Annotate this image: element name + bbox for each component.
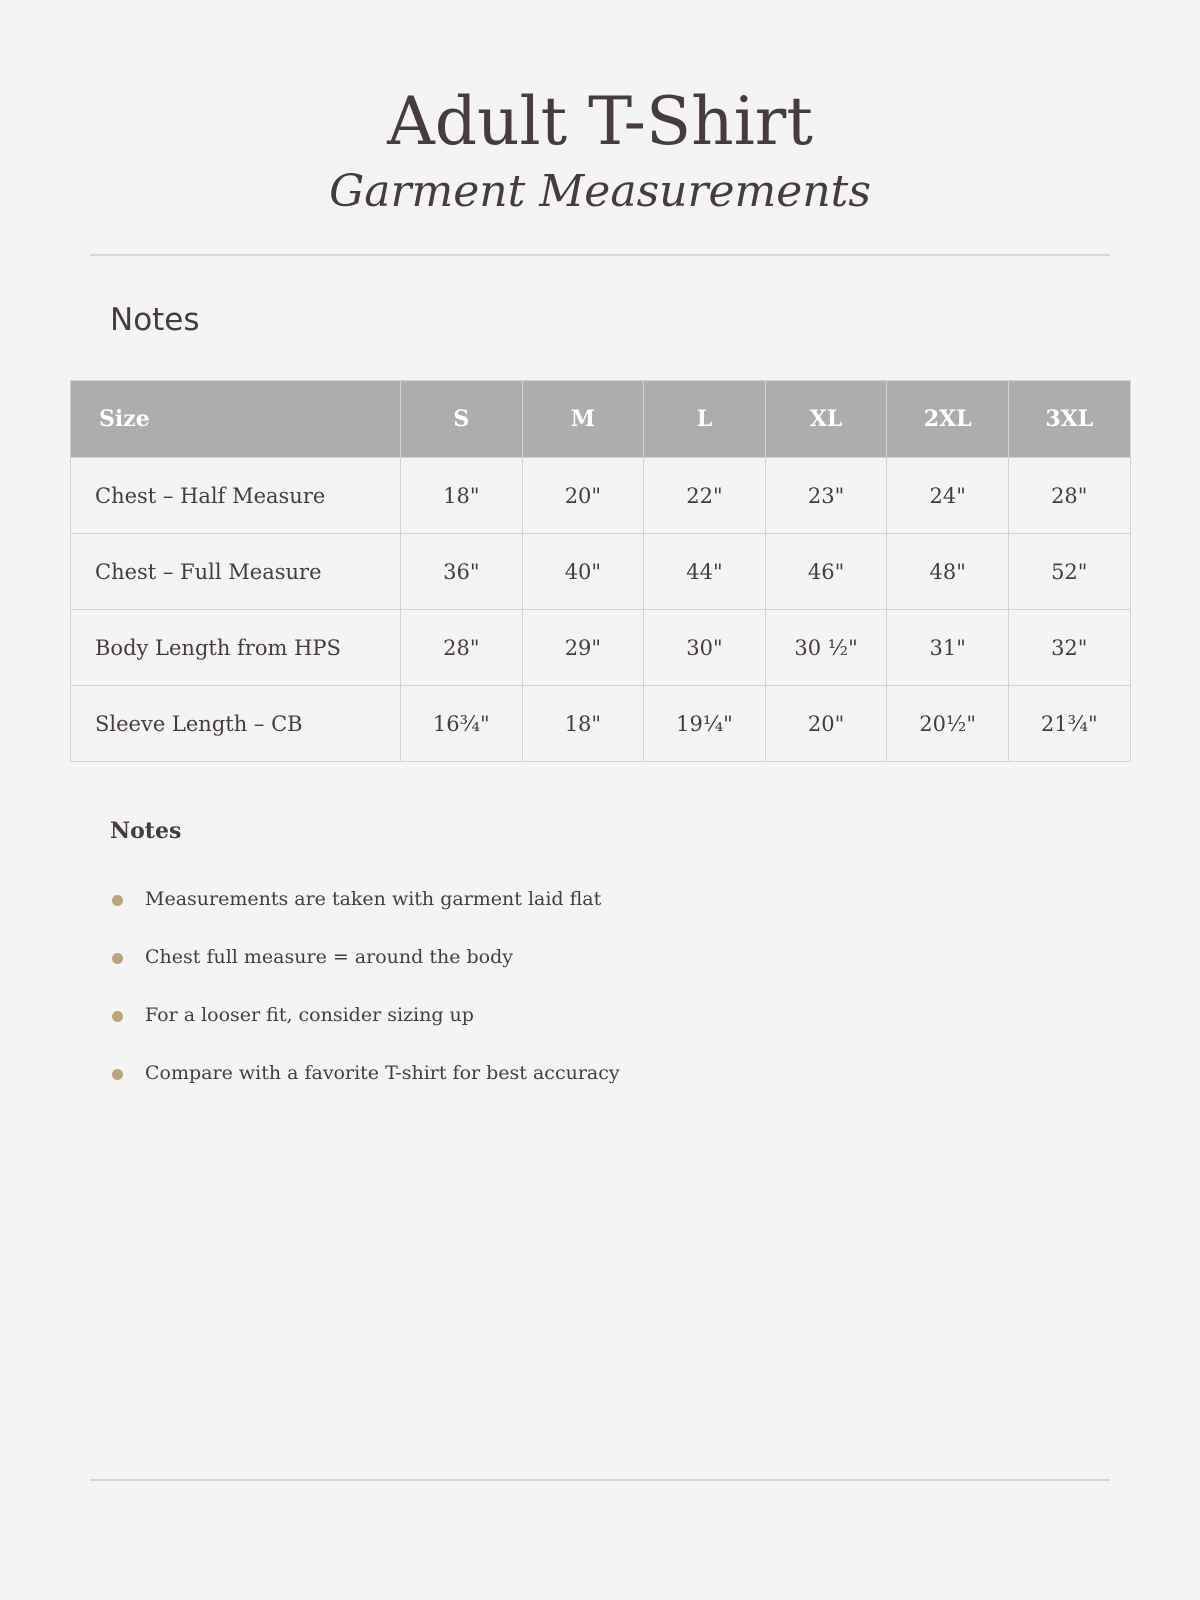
table-cell: 23": [765, 458, 887, 534]
table-row: [71, 458, 1131, 534]
table-cell: 29": [522, 610, 644, 686]
notes-list: [110, 880, 620, 1112]
table-cell: 18": [522, 686, 644, 762]
column-header-2xl: 2XL: [887, 381, 1009, 458]
row-label-body-length: Body Length from HPS: [71, 610, 401, 686]
column-header-xl: XL: [765, 381, 887, 458]
section-heading: Notes: [110, 302, 200, 338]
table-cell: 22": [644, 458, 766, 534]
note-text: For a looser fit, consider sizing up: [145, 1004, 474, 1026]
notes-heading: Notes: [110, 818, 182, 844]
table-cell: 44": [644, 534, 766, 610]
table-row: [71, 610, 1131, 686]
column-header-3xl: 3XL: [1008, 381, 1130, 458]
size-chart-table: [70, 380, 1131, 762]
table-cell: 48": [887, 534, 1009, 610]
bottom-divider: [90, 1479, 1110, 1481]
table-cell: 28": [1008, 458, 1130, 534]
column-header-s: S: [401, 381, 523, 458]
bullet-dot-icon: [112, 1011, 123, 1022]
list-item: [110, 1054, 620, 1112]
table-cell: 19¼": [644, 686, 766, 762]
table-cell: 28": [401, 610, 523, 686]
table-row: [71, 534, 1131, 610]
list-item: [110, 880, 620, 938]
table-cell: 30": [644, 610, 766, 686]
table-cell: 20½": [887, 686, 1009, 762]
table-cell: 16¾": [401, 686, 523, 762]
column-header-size: Size: [71, 381, 401, 458]
table-cell: 52": [1008, 534, 1130, 610]
table-cell: 36": [401, 534, 523, 610]
column-header-m: M: [522, 381, 644, 458]
note-text: Measurements are taken with garment laid flat: [145, 888, 602, 910]
table-cell: 18": [401, 458, 523, 534]
list-item: [110, 996, 620, 1054]
bullet-dot-icon: [112, 1069, 123, 1080]
table-row: [71, 686, 1131, 762]
bullet-dot-icon: [112, 895, 123, 906]
note-text: Chest full measure = around the body: [145, 946, 513, 968]
table-cell: 30 ½": [765, 610, 887, 686]
table-cell: 24": [887, 458, 1009, 534]
table-cell: 32": [1008, 610, 1130, 686]
list-item: [110, 938, 620, 996]
bullet-dot-icon: [112, 953, 123, 964]
page-subtitle: Garment Measurements: [329, 166, 871, 217]
row-label-sleeve-length: Sleeve Length – CB: [71, 686, 401, 762]
column-header-l: L: [644, 381, 766, 458]
table-cell: 21¾": [1008, 686, 1130, 762]
table-cell: 20": [765, 686, 887, 762]
note-text: Compare with a favorite T-shirt for best accuracy: [145, 1062, 620, 1084]
table-header-row: [71, 381, 1131, 458]
table-cell: 20": [522, 458, 644, 534]
top-divider: [90, 254, 1110, 256]
table-cell: 40": [522, 534, 644, 610]
page-title: Adult T-Shirt: [387, 83, 813, 160]
table-cell: 31": [887, 610, 1009, 686]
row-label-chest-half: Chest – Half Measure: [71, 458, 401, 534]
table-cell: 46": [765, 534, 887, 610]
row-label-chest-full: Chest – Full Measure: [71, 534, 401, 610]
